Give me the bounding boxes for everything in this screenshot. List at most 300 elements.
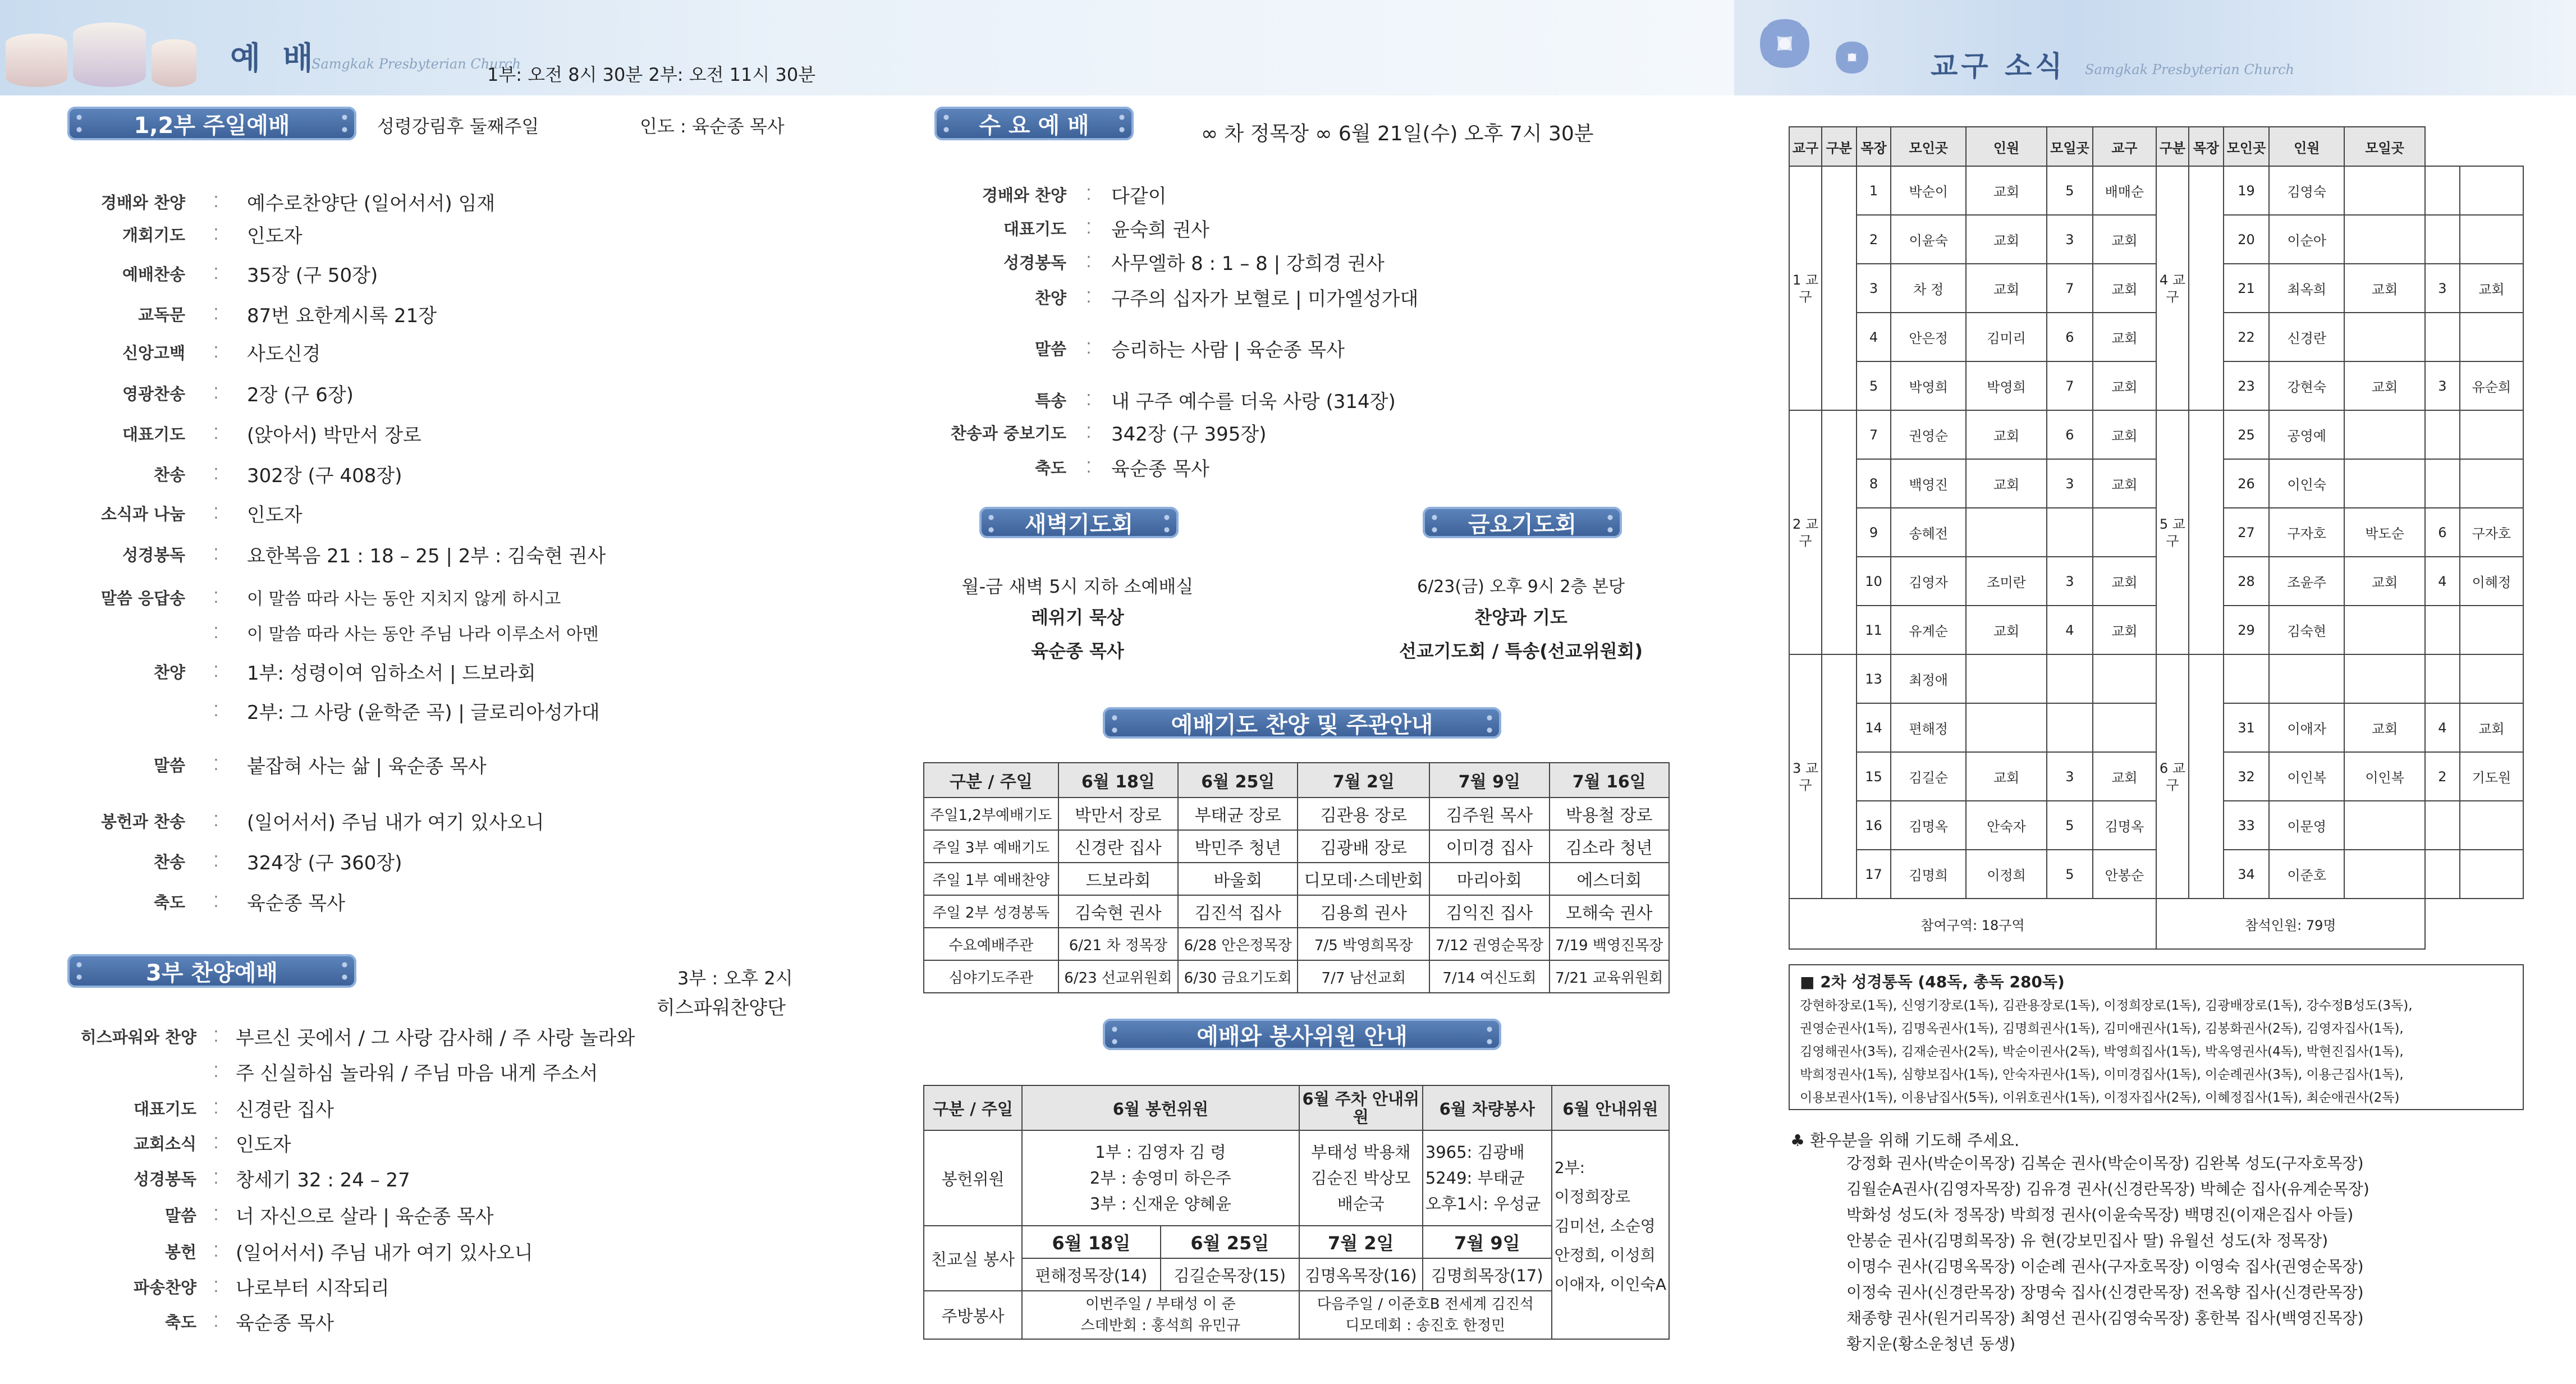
w3-value: 너 자신으로 살라 | 육순종 목사 xyxy=(236,1206,494,1228)
district-cell: 교회 xyxy=(2344,361,2425,410)
district-cell: 13 xyxy=(1857,654,1891,703)
district-cell: 1 xyxy=(1857,166,1891,215)
w12-row xyxy=(73,260,378,287)
schedule-cell: 김주원 목사 xyxy=(1429,798,1549,830)
wed-value: 다같이 xyxy=(1111,185,1167,208)
separator-dots-icon: ⁚ xyxy=(213,1312,219,1331)
district-cell xyxy=(2093,508,2156,557)
district-cell xyxy=(2047,654,2093,703)
district-cell: 권영순 xyxy=(1891,410,1966,459)
prayer-list xyxy=(1846,1151,2369,1357)
schedule-cell: 박민주 청년 xyxy=(1178,830,1298,863)
district-cell: 15 xyxy=(1857,752,1891,801)
district-cell: 교회 xyxy=(2344,557,2425,606)
district-cell: 4 xyxy=(1857,313,1891,361)
wed-label: 성경봉독 xyxy=(1003,253,1066,272)
bible-line: 김영해권사(3독), 김재순권사(2독), 박순이권사(2독), 박영희집사(1독), 박옥영권사(4독), 박현진집사(1독), xyxy=(1800,1044,2404,1059)
schedule-cell: 주일 1부 예배찬양 xyxy=(924,863,1058,895)
vehicle-line: 3965: 김광배 xyxy=(1425,1143,1525,1162)
district-cell xyxy=(2425,801,2460,850)
schedule-cell: 7/7 남선교회 xyxy=(1298,960,1429,993)
cafe-0: 편해정목장(14) xyxy=(1022,1258,1161,1291)
schedule-head: 7월 16일 xyxy=(1550,763,1669,798)
wed-label: 찬송과 중보기도 xyxy=(950,424,1066,443)
separator-dots-icon: ⁚ xyxy=(213,424,219,443)
offering-line: 1부 : 김영자 김 령 xyxy=(1095,1143,1226,1162)
w12-row xyxy=(73,499,302,527)
bible-lines xyxy=(1800,995,2513,1110)
w3-label: 파송찬양 xyxy=(133,1278,196,1297)
header-right-banner xyxy=(1734,0,2576,95)
district-cell: 구자호 xyxy=(2460,508,2523,557)
district-head: 모인곳 xyxy=(2224,127,2270,166)
w3-row xyxy=(56,1023,635,1050)
worship3-time: 3부 : 오후 2시 xyxy=(677,968,793,989)
district-cell: 3 xyxy=(2047,752,2093,801)
district-cell: 이준호 xyxy=(2269,850,2344,899)
w12-label: 예배찬송 xyxy=(122,265,185,284)
w12-row xyxy=(73,188,495,216)
district-cell: 유계순 xyxy=(1891,606,1966,654)
district-cell: 구자호 xyxy=(2269,508,2344,557)
prayer-line: 이정숙 권사(신경란목장) 장명숙 집사(신경란목장) 전옥향 집사(신경란목장) xyxy=(1846,1283,2364,1301)
district-cell: 19 xyxy=(2224,166,2270,215)
w12-label: 영광찬송 xyxy=(122,384,185,404)
parking-cell xyxy=(1299,1130,1423,1226)
district-cell: 3 xyxy=(1857,264,1891,313)
district-cell: 33 xyxy=(2224,801,2270,850)
schedule-cell: 6/21 차 정목장 xyxy=(1058,928,1178,960)
w12-row xyxy=(73,847,402,875)
cafe-3: 김명희목장(17) xyxy=(1423,1258,1552,1291)
district-cell xyxy=(2344,313,2425,361)
district-cell xyxy=(1966,508,2047,557)
district-group: 1 교 구 xyxy=(1789,166,1822,410)
kitchen-line: 디모데회 : 송진호 한정민 xyxy=(1345,1317,1506,1334)
district-cell: 교회 xyxy=(2093,752,2156,801)
district-cell: 2 xyxy=(1857,215,1891,264)
district-cell: 32 xyxy=(2224,752,2270,801)
separator-dots-icon: ⁚ xyxy=(213,852,219,870)
service-head-1: 6월 봉헌위원 xyxy=(1022,1085,1299,1130)
separator-dots-icon: ⁚ xyxy=(1086,391,1092,409)
dawn-line-1: 월-금 새벽 5시 지하 소예배실 xyxy=(961,576,1194,597)
prayer-line: 황지운(황소운청년 동생) xyxy=(1846,1335,2016,1353)
wed-label: 축도 xyxy=(1034,459,1066,478)
separator-dots-icon: ⁚ xyxy=(213,225,219,244)
header-right-title: 교구 소식 xyxy=(1931,49,2066,83)
district-cell: 김명희 xyxy=(1891,850,1966,899)
district-cell: 이인숙 xyxy=(2269,459,2344,508)
kitchen-line: 이번주일 / 부태성 이 준 xyxy=(1085,1296,1236,1313)
district-cell: 5 xyxy=(2047,850,2093,899)
offering-line: 3부 : 신재운 양혜윤 xyxy=(1089,1194,1231,1213)
guide-cell xyxy=(1552,1130,1669,1339)
district-cell: 31 xyxy=(2224,703,2270,752)
w12-row xyxy=(73,540,606,568)
service-head-4: 6월 안내위원 xyxy=(1552,1085,1669,1130)
district-cell: 3 xyxy=(2047,557,2093,606)
district-cell: 교회 xyxy=(1966,215,2047,264)
header-times: 1부: 오전 8시 30분 2부: 오전 11시 30분 xyxy=(487,64,816,85)
w3-row xyxy=(56,1273,389,1300)
w3-value: 부르신 곳에서 / 그 사랑 감사해 / 주 사랑 놀라와 xyxy=(236,1027,635,1050)
district-cell: 5 xyxy=(1857,361,1891,410)
district-cell: 기도원 xyxy=(2460,752,2523,801)
district-cell xyxy=(2460,459,2523,508)
wed-row xyxy=(920,419,1266,446)
section-title-wednesday: 수 요 예 배 xyxy=(934,107,1134,140)
separator-dots-icon: ⁚ xyxy=(213,1027,219,1046)
district-cell: 박영희 xyxy=(1966,361,2047,410)
w12-label: 찬양 xyxy=(153,663,185,682)
w12-row xyxy=(73,585,561,609)
separator-dots-icon: ⁚ xyxy=(1086,339,1092,358)
district-cell: 6 xyxy=(2047,313,2093,361)
cafe-2: 김명옥목장(16) xyxy=(1299,1258,1423,1291)
separator-dots-icon: ⁚ xyxy=(1086,288,1092,306)
dawn-line-2: 레위기 묵상 xyxy=(1031,607,1124,628)
vehicle-cell xyxy=(1423,1130,1552,1226)
district-cell: 3 xyxy=(2047,459,2093,508)
district-cell xyxy=(2093,703,2156,752)
prayer-line: 이명수 권사(김명옥목장) 이순례 권사(구자호목장) 이영숙 집사(권영순목장) xyxy=(1846,1257,2364,1276)
w12-value: 2장 (구 6장) xyxy=(247,384,354,406)
district-cell: 교회 xyxy=(1966,752,2047,801)
district-table xyxy=(1789,126,2524,950)
district-cell: 교회 xyxy=(1966,459,2047,508)
district-cell xyxy=(2093,654,2156,703)
w3-row xyxy=(56,1165,410,1192)
district-cell xyxy=(2460,801,2523,850)
schedule-cell: 이미경 집사 xyxy=(1429,830,1549,863)
separator-dots-icon: ⁚ xyxy=(213,384,219,402)
district-head: 인원 xyxy=(2269,127,2344,166)
w3-label: 히스파워와 찬양 xyxy=(80,1028,196,1047)
candle-image xyxy=(152,39,196,87)
district-cell: 강현숙 xyxy=(2269,361,2344,410)
wed-row xyxy=(920,453,1209,481)
district-cell xyxy=(2460,313,2523,361)
wed-value: 승리하는 사람 | 육순종 목사 xyxy=(1111,339,1345,361)
w12-row xyxy=(73,658,536,685)
separator-dots-icon: ⁚ xyxy=(213,662,219,681)
wed-row xyxy=(920,334,1345,362)
wed-value: 구주의 십자가 보혈로 | 미가엘성가대 xyxy=(1111,288,1419,310)
district-cell xyxy=(2344,459,2425,508)
friday-line-3: 선교기도회 / 특송(선교위원회) xyxy=(1399,640,1643,662)
wed-label: 대표기도 xyxy=(1003,219,1066,239)
friday-line-2: 찬양과 기도 xyxy=(1474,607,1567,628)
district-cell: 교회 xyxy=(2093,264,2156,313)
district-cell xyxy=(1966,703,2047,752)
wed-row xyxy=(920,214,1209,242)
district-cell: 3 xyxy=(2047,215,2093,264)
kitchen-label: 주방봉사 xyxy=(924,1291,1022,1339)
district-cell: 이애자 xyxy=(2269,703,2344,752)
district-cell: 유순희 xyxy=(2460,361,2523,410)
district-cell: 교회 xyxy=(2344,264,2425,313)
district-cell xyxy=(1966,654,2047,703)
wed-row xyxy=(920,181,1167,208)
schedule-cell: 김관용 장로 xyxy=(1298,798,1429,830)
district-cell: 김명옥 xyxy=(1891,801,1966,850)
separator-dots-icon: ⁚ xyxy=(213,1277,219,1296)
district-cell: 조미란 xyxy=(1966,557,2047,606)
date-0: 6월 18일 xyxy=(1022,1226,1161,1258)
district-cell: 차 정 xyxy=(1891,264,1966,313)
wed-label: 말씀 xyxy=(1034,340,1066,359)
prayer-line: 채종향 권사(원거리목장) 최영선 권사(김영숙목장) 홍한복 집사(백영진목장) xyxy=(1846,1309,2364,1327)
wed-value: 내 구주 예수를 더욱 사랑 (314장) xyxy=(1111,391,1396,413)
bible-line: 권영순권사(1독), 김명옥권사(1독), 김명희권사(1독), 김미애권사(1독), 김봉화권사(2독), 김영자집사(1독), xyxy=(1800,1021,2404,1036)
w12-label: 찬송 xyxy=(153,465,185,484)
schedule-cell: 심야기도주관 xyxy=(924,960,1058,993)
district-cell: 이순아 xyxy=(2269,215,2344,264)
district-cell: 이문영 xyxy=(2269,801,2344,850)
district-head: 모일곳 xyxy=(2344,127,2425,166)
w12-label: 축도 xyxy=(153,893,185,912)
district-cell xyxy=(2425,606,2460,654)
offering-label: 봉헌위원 xyxy=(924,1130,1022,1226)
schedule-cell: 6/23 선교위원회 xyxy=(1058,960,1178,993)
wed-row xyxy=(920,386,1396,414)
dawn-line-3: 육순종 목사 xyxy=(1031,640,1124,662)
candle-image xyxy=(73,22,146,87)
schedule-cell: 김익진 집사 xyxy=(1429,895,1549,928)
district-cell xyxy=(2460,215,2523,264)
district-cell: 21 xyxy=(2224,264,2270,313)
wed-label: 특송 xyxy=(1034,391,1066,410)
district-head: 목장 xyxy=(1857,127,1891,166)
vehicle-line: 오후1시: 우성균 xyxy=(1425,1194,1541,1213)
w3-value: 인도자 xyxy=(236,1134,291,1156)
separator-dots-icon: ⁚ xyxy=(213,545,219,563)
separator-dots-icon: ⁚ xyxy=(213,264,219,283)
separator-dots-icon: ⁚ xyxy=(1086,185,1092,204)
district-cell: 박도순 xyxy=(2344,508,2425,557)
kitchen-line: 스데반회 : 홍석희 유민규 xyxy=(1080,1317,1241,1334)
worship12-leader: 인도 : 육순종 목사 xyxy=(640,116,785,137)
separator-dots-icon: ⁚ xyxy=(213,343,219,361)
district-cell: 배매순 xyxy=(2093,166,2156,215)
w12-row xyxy=(73,300,437,328)
district-cell: 안봉순 xyxy=(2093,850,2156,899)
district-cell: 최옥희 xyxy=(2269,264,2344,313)
district-cell xyxy=(2344,215,2425,264)
separator-dots-icon: ⁚ xyxy=(213,193,219,211)
district-cell: 14 xyxy=(1857,703,1891,752)
separator-dots-icon: ⁚ xyxy=(213,588,219,607)
district-cell: 신경란 xyxy=(2269,313,2344,361)
district-cell: 6 xyxy=(2047,410,2093,459)
district-cell: 4 xyxy=(2425,703,2460,752)
schedule-head: 6월 18일 xyxy=(1058,763,1178,798)
district-head: 모일곳 xyxy=(2047,127,2093,166)
district-group: 2 교 구 xyxy=(1789,410,1822,654)
district-cell: 17 xyxy=(1857,850,1891,899)
schedule-cell: 드보라회 xyxy=(1058,863,1178,895)
w3-value: 나로부터 시작되리 xyxy=(236,1277,389,1300)
district-cell xyxy=(2460,410,2523,459)
district-cell: 조윤주 xyxy=(2269,557,2344,606)
district-head: 목장 xyxy=(2189,127,2224,166)
header-title: 예 배 xyxy=(230,40,319,77)
bible-line: 강현하장로(1독), 신영기장로(1독), 김관용장로(1독), 이정희장로(1독), 김광배장로(1독), 강수정B성도(3독), xyxy=(1800,998,2413,1013)
schedule-cell: 마리아회 xyxy=(1429,863,1549,895)
w12-value: 35장 (구 50장) xyxy=(247,264,378,287)
district-type xyxy=(2189,654,2224,899)
district-cell xyxy=(2344,654,2425,703)
district-cell: 편해정 xyxy=(1891,703,1966,752)
district-cell: 김영자 xyxy=(1891,557,1966,606)
schedule-cell: 6/28 안은정목장 xyxy=(1178,928,1298,960)
district-type xyxy=(2189,166,2224,410)
w3-value: 창세기 32 : 24 – 27 xyxy=(236,1169,410,1191)
w12-value: 인도자 xyxy=(247,225,302,248)
separator-dots-icon: ⁚ xyxy=(213,1242,219,1261)
schedule-cell: 김광배 장로 xyxy=(1298,830,1429,863)
w12-value: 사도신경 xyxy=(247,343,321,365)
district-cell: 교회 xyxy=(1966,264,2047,313)
district-cell: 2 xyxy=(2425,752,2460,801)
schedule-cell: 부태균 장로 xyxy=(1178,798,1298,830)
district-cell: 교회 xyxy=(1966,410,2047,459)
district-cell xyxy=(2269,654,2344,703)
section-title-service: 예배와 봉사위원 안내 xyxy=(1103,1019,1501,1050)
w12-label: 봉헌과 찬송 xyxy=(100,812,185,831)
header-script: Samgkak Presbyterian Church xyxy=(311,56,521,72)
w12-row xyxy=(73,460,402,488)
separator-dots-icon: ⁚ xyxy=(213,1169,219,1188)
separator-dots-icon: ⁚ xyxy=(1086,253,1092,271)
w12-label: 교독문 xyxy=(137,305,185,324)
separator-dots-icon: ⁚ xyxy=(213,702,219,720)
wed-value: 342장 (구 395장) xyxy=(1111,423,1267,446)
candle-image xyxy=(6,34,67,87)
district-cell xyxy=(2425,850,2460,899)
w12-label: 대표기도 xyxy=(122,425,185,444)
separator-dots-icon: ⁚ xyxy=(213,623,219,642)
w12-value: 예수로찬양단 (일어서서) 임재 xyxy=(247,193,496,215)
district-cell xyxy=(2344,606,2425,654)
w12-row xyxy=(73,379,354,407)
w12-value: 324장 (구 360장) xyxy=(247,852,402,874)
wed-row xyxy=(920,283,1418,311)
w12-label: 말씀 응답송 xyxy=(100,588,185,608)
district-cell xyxy=(2425,215,2460,264)
district-cell: 김미리 xyxy=(1966,313,2047,361)
district-cell: 5 xyxy=(2047,166,2093,215)
district-cell xyxy=(2344,410,2425,459)
district-group: 5 교 구 xyxy=(2156,410,2189,654)
date-3: 7월 9일 xyxy=(1423,1226,1552,1258)
wednesday-info: ∞ 차 정목장 ∞ 6월 21일(수) 오후 7시 30분 xyxy=(1201,122,1594,145)
district-cell: 8 xyxy=(1857,459,1891,508)
schedule-head: 구분 / 주일 xyxy=(924,763,1058,798)
district-foot-right: 참석인원: 79명 xyxy=(2156,899,2425,949)
wed-label: 경배와 찬양 xyxy=(982,186,1066,205)
district-cell: 7 xyxy=(1857,410,1891,459)
schedule-cell: 7/12 권영순목장 xyxy=(1429,928,1549,960)
section-title-worship3: 3부 찬양예배 xyxy=(67,954,356,988)
district-cell: 박영희 xyxy=(1891,361,1966,410)
w3-row xyxy=(56,1058,598,1085)
district-cell: 김명옥 xyxy=(2093,801,2156,850)
schedule-cell: 신경란 집사 xyxy=(1058,830,1178,863)
schedule-cell: 7/19 백영진목장 xyxy=(1550,928,1669,960)
prayer-line: 안봉순 권사(김명희목장) 유 현(강보민집사 딸) 유월선 성도(차 정목장) xyxy=(1846,1231,2329,1250)
district-cell: 교회 xyxy=(2093,410,2156,459)
district-cell: 안숙자 xyxy=(1966,801,2047,850)
schedule-cell: 박용철 장로 xyxy=(1550,798,1669,830)
district-cell: 교회 xyxy=(2460,703,2523,752)
w12-value: 87번 요한계시록 21장 xyxy=(247,305,437,327)
separator-dots-icon: ⁚ xyxy=(213,1062,219,1081)
guide-line: 이정희장로 xyxy=(1554,1188,1630,1206)
district-foot-left: 참여구역: 18구역 xyxy=(1789,899,2156,949)
guide-line: 2부: xyxy=(1554,1158,1585,1177)
district-cell: 11 xyxy=(1857,606,1891,654)
w3-label: 말씀 xyxy=(164,1206,196,1225)
district-cell: 25 xyxy=(2224,410,2270,459)
district-cell: 34 xyxy=(2224,850,2270,899)
separator-dots-icon: ⁚ xyxy=(1086,423,1092,442)
separator-dots-icon: ⁚ xyxy=(1086,458,1092,476)
guide-line: 이애자, 이인숙A xyxy=(1554,1275,1666,1294)
w3-row xyxy=(56,1308,334,1335)
schedule-cell: 주일 3부 예배기도 xyxy=(924,830,1058,863)
w12-value: (일어서서) 주님 내가 여기 있사오니 xyxy=(247,812,544,834)
district-cell: 이정희 xyxy=(1966,850,2047,899)
separator-dots-icon: ⁚ xyxy=(213,465,219,483)
w12-label: 찬송 xyxy=(153,853,185,872)
district-cell xyxy=(2425,166,2460,215)
district-cell: 안은정 xyxy=(1891,313,1966,361)
schedule-cell: 주일 2부 성경봉독 xyxy=(924,895,1058,928)
district-cell: 공영예 xyxy=(2269,410,2344,459)
district-cell xyxy=(2344,801,2425,850)
district-cell xyxy=(2047,508,2093,557)
w12-value: 이 말씀 따라 사는 동안 지치지 않게 하시고 xyxy=(247,589,561,609)
district-cell: 교회 xyxy=(2093,361,2156,410)
district-cell: 16 xyxy=(1857,801,1891,850)
cafe-label: 친교실 봉사 xyxy=(924,1226,1022,1291)
service-head-0: 구분 / 주일 xyxy=(924,1085,1022,1130)
district-head: 모인곳 xyxy=(1891,127,1966,166)
w12-row xyxy=(73,751,487,778)
district-cell: 교회 xyxy=(2093,459,2156,508)
district-cell: 교회 xyxy=(2093,606,2156,654)
kitchen-line: 다음주일 / 이준호B 전세계 김진석 xyxy=(1317,1296,1534,1313)
w3-row xyxy=(56,1129,291,1157)
guide-line: 김미선, 소순영 xyxy=(1554,1217,1656,1235)
district-cell: 김길순 xyxy=(1891,752,1966,801)
bible-line: 박희정권사(1독), 심향보집사(1독), 안숙자권사(1독), 이미경집사(1독), 이순례권사(3독), 이용근집사(1독), xyxy=(1800,1067,2404,1082)
district-cell: 7 xyxy=(2047,361,2093,410)
w12-label: 신앙고백 xyxy=(122,343,185,363)
district-type xyxy=(1822,410,1857,654)
district-cell xyxy=(2425,459,2460,508)
prayer-line: 김월순A권사(김영자목장) 김유경 권사(신경란목장) 박혜순 집사(유계순목장) xyxy=(1846,1180,2369,1198)
w12-label: 경배와 찬양 xyxy=(100,193,185,212)
w12-row xyxy=(73,420,421,447)
w12-value: 이 말씀 따라 사는 동안 주님 나라 이루소서 아멘 xyxy=(247,625,599,644)
separator-dots-icon: ⁚ xyxy=(213,1134,219,1152)
w3-value: 신경란 집사 xyxy=(236,1099,334,1121)
bible-reading-box xyxy=(1789,964,2524,1110)
schedule-cell: 주일1,2부예배기도 xyxy=(924,798,1058,830)
